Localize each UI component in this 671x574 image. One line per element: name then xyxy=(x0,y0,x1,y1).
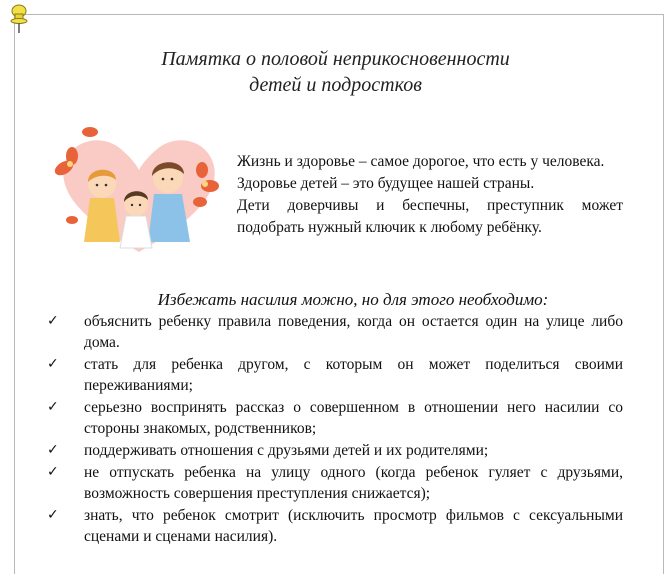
page-title xyxy=(0,46,671,98)
list-item-text: стать для ребенка другом, с которым он может поделиться своими переживаниями; xyxy=(84,356,623,394)
checkmark-icon: ✓ xyxy=(47,464,59,480)
intro-paragraph: Здоровье детей – это будущее нашей страны. xyxy=(237,175,535,192)
pushpin-icon xyxy=(8,4,30,34)
list-item xyxy=(46,311,623,353)
title-line-2: детей и подростков xyxy=(249,74,422,96)
intro-paragraph: Жизнь и здоровье – самое дорогое, что есть у человека. xyxy=(237,153,605,170)
advice-list xyxy=(46,311,623,548)
list-item-text: объяснить ребенку правила поведения, когда он остается один на улице либо дома. xyxy=(84,313,623,351)
list-item-text: поддерживать отношения с друзьями детей и их родителями; xyxy=(84,442,489,459)
list-item xyxy=(46,462,623,504)
list-item-text: не отпускать ребенка на улицу одного (когда ребенок гуляет с друзьями, возможность совершения преступления снижается); xyxy=(84,464,623,502)
list-item-text: знать, что ребенок смотрит (исключить просмотр фильмов с сексуальными сценами и сценами насилия). xyxy=(84,507,623,545)
list-item-text: серьезно воспринять рассказ о совершенном в отношении него насилии со стороны знакомых, родственников; xyxy=(84,399,623,437)
list-item xyxy=(46,354,623,396)
checkmark-icon: ✓ xyxy=(47,399,59,415)
list-item xyxy=(46,505,623,547)
checkmark-icon: ✓ xyxy=(47,313,59,329)
section-heading: Избежать насилия можно, но для этого необходимо: xyxy=(157,290,549,309)
children-heart-illustration xyxy=(50,124,228,258)
list-item xyxy=(46,440,623,461)
checkmark-icon: ✓ xyxy=(47,442,59,458)
checkmark-icon: ✓ xyxy=(47,507,59,523)
list-item xyxy=(46,397,623,439)
intro-paragraph: Дети доверчивы и беспечны, преступник может подобрать нужный ключик к любому ребёнку. xyxy=(237,197,623,236)
title-line-1: Памятка о половой неприкосновенности xyxy=(161,48,510,70)
checkmark-icon: ✓ xyxy=(47,356,59,372)
intro-text xyxy=(237,151,623,239)
